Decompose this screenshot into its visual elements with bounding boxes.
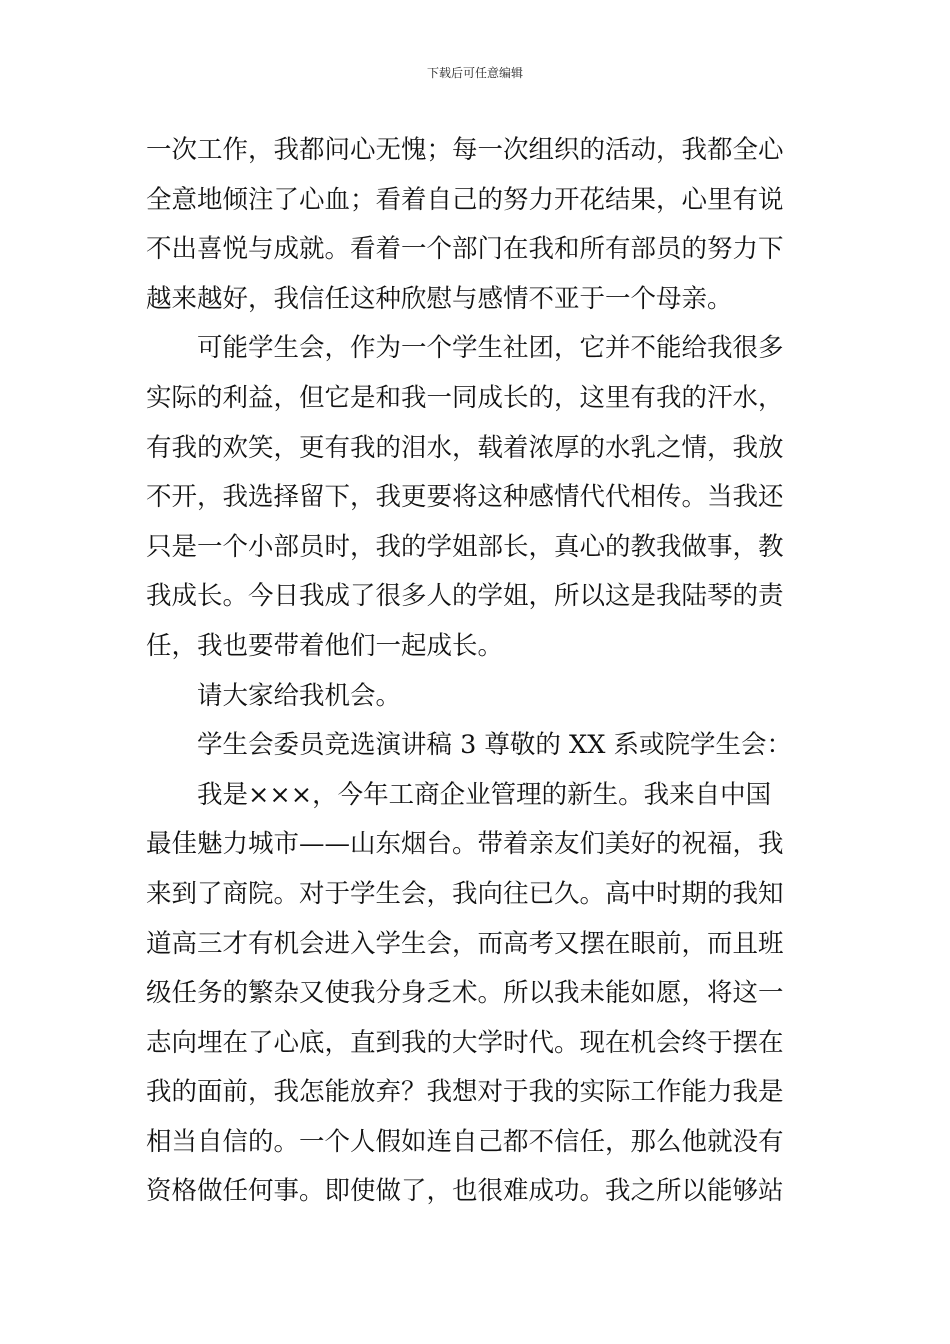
text-line: 实际的利益，但它是和我一同成长的，这里有我的汗水， [146, 382, 784, 413]
text-line: 道高三才有机会进入学生会，而高考又摆在眼前，而且班 [146, 928, 784, 959]
text-line: 我的面前，我怎能放弃？我想对于我的实际工作能力我是 [146, 1077, 784, 1108]
text-line: 只是一个小部员时，我的学姐部长，真心的教我做事，教 [146, 531, 784, 562]
text-line: 我成长。今日我成了很多人的学姐，所以这是我陆琴的责 [146, 581, 784, 612]
paragraph-first-line: 我是×××，今年工商企业管理的新生。我来自中国 [197, 779, 772, 810]
text-line: 全意地倾注了心血；看着自己的努力开花结果，心里有说 [146, 184, 784, 215]
text-line: 任，我也要带着他们一起成长。 [146, 630, 504, 661]
page-header: 下载后可任意编辑 [426, 66, 523, 80]
text-line: 相当自信的。一个人假如连自己都不信任，那么他就没有 [146, 1126, 784, 1157]
text-line: 最佳魅力城市——山东烟台。带着亲友们美好的祝福，我 [146, 829, 784, 860]
section-heading-line: 学生会委员竞选演讲稿 3 尊敬的 XX 系或院学生会： [197, 730, 792, 761]
paragraph-first-line: 可能学生会，作为一个学生社团，它并不能给我很多 [197, 333, 784, 364]
text-line: 不开，我选择留下，我更要将这种感情代代相传。当我还 [146, 482, 784, 513]
text-line: 志向埋在了心底，直到我的大学时代。现在机会终于摆在 [146, 1027, 784, 1058]
text-line: 有我的欢笑，更有我的泪水，载着浓厚的水乳之情，我放 [146, 432, 784, 463]
document-body [146, 126, 810, 1217]
text-line: 资格做任何事。即使做了，也很难成功。我之所以能够站 [146, 1176, 784, 1207]
text-line: 级任务的繁杂又使我分身乏术。所以我未能如愿，将这一 [146, 978, 784, 1009]
paragraph-first-line: 请大家给我机会。 [197, 680, 402, 711]
text-line: 一次工作，我都问心无愧；每一次组织的活动，我都全心 [146, 135, 784, 165]
text-line: 越来越好，我信任这种欣慰与感情不亚于一个母亲。 [146, 283, 733, 314]
text-line: 来到了商院。对于学生会，我向往已久。高中时期的我知 [146, 878, 784, 909]
text-line: 不出喜悦与成就。看着一个部门在我和所有部员的努力下 [146, 234, 784, 265]
